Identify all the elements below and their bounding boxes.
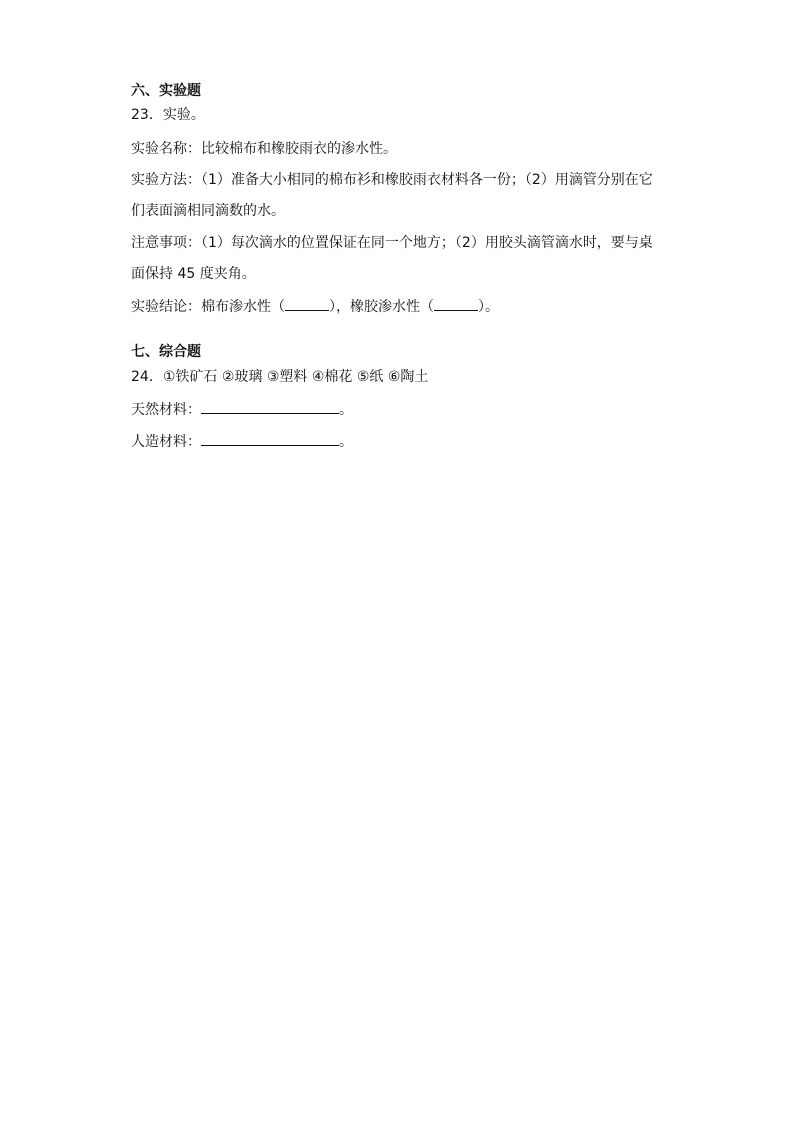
conclusion-text-b: ），橡胶渗水性（ xyxy=(329,299,434,315)
cotton-absorbency-blank[interactable] xyxy=(285,296,329,311)
experiment-notes-line2: 面保持 45 度夹角。 xyxy=(131,266,256,282)
section-heading-comprehensive: 七、综合题 xyxy=(131,344,201,360)
artificial-materials-blank[interactable] xyxy=(201,431,339,446)
experiment-method-line1: 实验方法：（1）准备大小相同的棉布衫和橡胶雨衣材料各一份；（2）用滴管分别在它 xyxy=(131,172,653,188)
artificial-materials-line xyxy=(131,431,353,452)
natural-end-mark: 。 xyxy=(339,402,353,418)
experiment-notes-line1: 注意事项：（1）每次滴水的位置保证在同一个地方；（2）用胶头滴管滴水时，要与桌 xyxy=(131,235,653,251)
experiment-method-line2: 们表面滴相同滴数的水。 xyxy=(131,203,285,219)
natural-materials-line xyxy=(131,399,353,420)
question-23-title: 23．实验。 xyxy=(131,107,205,123)
natural-materials-blank[interactable] xyxy=(201,399,339,414)
section-heading-experiment: 六、实验题 xyxy=(131,83,201,99)
natural-materials-label: 天然材料： xyxy=(131,402,201,418)
artificial-materials-label: 人造材料： xyxy=(131,434,201,450)
rubber-absorbency-blank[interactable] xyxy=(434,296,478,311)
experiment-conclusion xyxy=(131,296,499,317)
conclusion-text-a: 实验结论：棉布渗水性（ xyxy=(131,299,285,315)
conclusion-text-c: ）。 xyxy=(478,299,499,315)
artificial-end-mark: 。 xyxy=(339,434,353,450)
question-24-title: 24．①铁矿石 ②玻璃 ③塑料 ④棉花 ⑤纸 ⑥陶土 xyxy=(131,369,429,385)
experiment-name: 实验名称：比较棉布和橡胶雨衣的渗水性。 xyxy=(131,141,397,157)
